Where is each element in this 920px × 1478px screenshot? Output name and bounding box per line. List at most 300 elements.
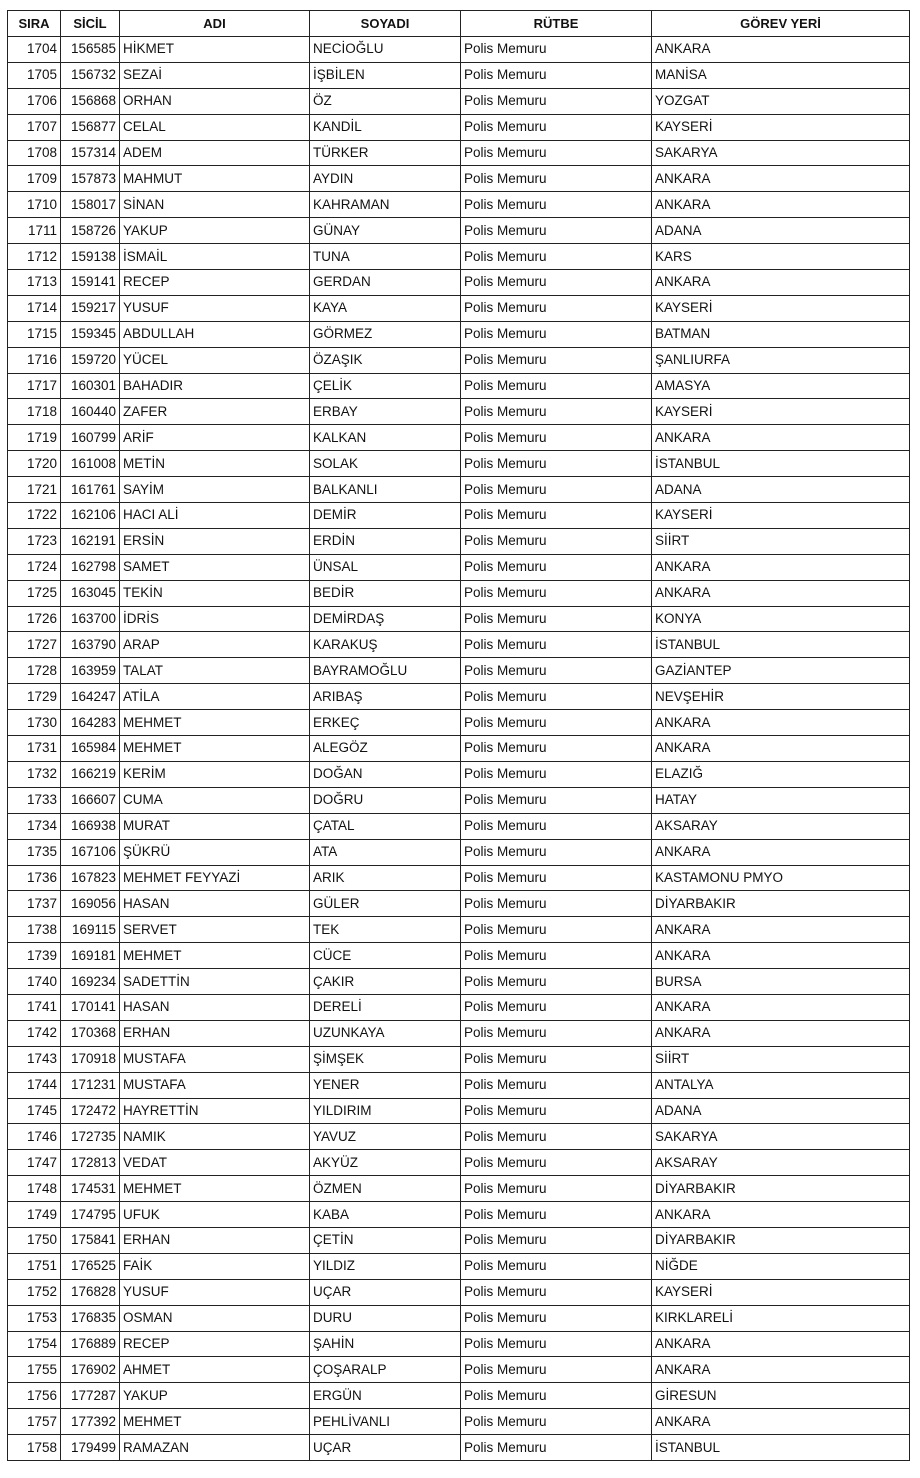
cell-sira: 1749 <box>8 1202 61 1228</box>
cell-sira: 1710 <box>8 192 61 218</box>
cell-rutbe: Polis Memuru <box>461 761 652 787</box>
cell-sira: 1715 <box>8 321 61 347</box>
cell-adi: NAMIK <box>120 1124 310 1150</box>
table-row <box>8 503 910 529</box>
cell-soyadi: ŞAHİN <box>310 1331 461 1357</box>
personnel-table <box>7 10 910 1461</box>
table-row <box>8 270 910 296</box>
cell-soyadi: ÖZAŞIK <box>310 347 461 373</box>
cell-sicil: 170141 <box>61 994 120 1020</box>
cell-adi: METİN <box>120 451 310 477</box>
cell-soyadi: ARIBAŞ <box>310 684 461 710</box>
cell-soyadi: ÖZ <box>310 88 461 114</box>
cell-rutbe: Polis Memuru <box>461 1150 652 1176</box>
cell-rutbe: Polis Memuru <box>461 1331 652 1357</box>
cell-soyadi: DEMİRDAŞ <box>310 606 461 632</box>
table-row <box>8 1150 910 1176</box>
cell-gorev-yeri: ANKARA <box>652 917 910 943</box>
cell-gorev-yeri: KAYSERİ <box>652 503 910 529</box>
table-row <box>8 140 910 166</box>
cell-adi: SAMET <box>120 554 310 580</box>
cell-sira: 1709 <box>8 166 61 192</box>
cell-adi: SİNAN <box>120 192 310 218</box>
cell-adi: ERHAN <box>120 1020 310 1046</box>
cell-soyadi: ERKEÇ <box>310 710 461 736</box>
cell-sira: 1758 <box>8 1435 61 1461</box>
cell-adi: MUSTAFA <box>120 1072 310 1098</box>
cell-sira: 1714 <box>8 295 61 321</box>
cell-rutbe: Polis Memuru <box>461 347 652 373</box>
cell-gorev-yeri: KAYSERİ <box>652 114 910 140</box>
cell-sicil: 159141 <box>61 270 120 296</box>
cell-gorev-yeri: ANKARA <box>652 580 910 606</box>
cell-soyadi: GÜLER <box>310 891 461 917</box>
cell-soyadi: UZUNKAYA <box>310 1020 461 1046</box>
cell-sicil: 169056 <box>61 891 120 917</box>
cell-gorev-yeri: ANKARA <box>652 192 910 218</box>
cell-rutbe: Polis Memuru <box>461 321 652 347</box>
cell-soyadi: YAVUZ <box>310 1124 461 1150</box>
cell-soyadi: ÇATAL <box>310 813 461 839</box>
cell-gorev-yeri: ANKARA <box>652 1409 910 1435</box>
table-row <box>8 891 910 917</box>
cell-rutbe: Polis Memuru <box>461 580 652 606</box>
table-row <box>8 1176 910 1202</box>
cell-adi: SERVET <box>120 917 310 943</box>
cell-sicil: 159217 <box>61 295 120 321</box>
table-row <box>8 1357 910 1383</box>
table-row <box>8 839 910 865</box>
cell-sira: 1736 <box>8 865 61 891</box>
cell-adi: TALAT <box>120 658 310 684</box>
cell-soyadi: KANDİL <box>310 114 461 140</box>
table-row <box>8 1098 910 1124</box>
cell-adi: SEZAİ <box>120 62 310 88</box>
cell-adi: MEHMET FEYYAZİ <box>120 865 310 891</box>
cell-soyadi: PEHLİVANLI <box>310 1409 461 1435</box>
header-sicil: SİCİL <box>61 11 120 37</box>
cell-rutbe: Polis Memuru <box>461 1435 652 1461</box>
cell-soyadi: TUNA <box>310 244 461 270</box>
cell-sicil: 160301 <box>61 373 120 399</box>
cell-sira: 1748 <box>8 1176 61 1202</box>
cell-gorev-yeri: AKSARAY <box>652 813 910 839</box>
cell-adi: İDRİS <box>120 606 310 632</box>
cell-sicil: 166219 <box>61 761 120 787</box>
cell-sicil: 160799 <box>61 425 120 451</box>
cell-sicil: 166607 <box>61 787 120 813</box>
header-row <box>8 11 910 37</box>
cell-adi: RECEP <box>120 1331 310 1357</box>
cell-sira: 1706 <box>8 88 61 114</box>
cell-sicil: 174795 <box>61 1202 120 1228</box>
cell-rutbe: Polis Memuru <box>461 1383 652 1409</box>
cell-adi: ARİF <box>120 425 310 451</box>
cell-soyadi: YENER <box>310 1072 461 1098</box>
cell-adi: MEHMET <box>120 710 310 736</box>
table-row <box>8 1020 910 1046</box>
cell-rutbe: Polis Memuru <box>461 1227 652 1253</box>
cell-adi: HAYRETTİN <box>120 1098 310 1124</box>
cell-sira: 1739 <box>8 943 61 969</box>
cell-rutbe: Polis Memuru <box>461 1046 652 1072</box>
cell-soyadi: CÜCE <box>310 943 461 969</box>
cell-adi: SADETTİN <box>120 969 310 995</box>
cell-gorev-yeri: ANKARA <box>652 1357 910 1383</box>
cell-gorev-yeri: NEVŞEHİR <box>652 684 910 710</box>
cell-sira: 1722 <box>8 503 61 529</box>
cell-gorev-yeri: SAKARYA <box>652 1124 910 1150</box>
cell-sira: 1724 <box>8 554 61 580</box>
cell-gorev-yeri: DİYARBAKIR <box>652 891 910 917</box>
cell-soyadi: ÇETİN <box>310 1227 461 1253</box>
cell-soyadi: BEDİR <box>310 580 461 606</box>
cell-rutbe: Polis Memuru <box>461 1020 652 1046</box>
cell-soyadi: ÇELİK <box>310 373 461 399</box>
cell-rutbe: Polis Memuru <box>461 994 652 1020</box>
cell-adi: YAKUP <box>120 218 310 244</box>
cell-sicil: 159138 <box>61 244 120 270</box>
cell-adi: VEDAT <box>120 1150 310 1176</box>
cell-adi: MAHMUT <box>120 166 310 192</box>
cell-rutbe: Polis Memuru <box>461 736 652 762</box>
cell-rutbe: Polis Memuru <box>461 606 652 632</box>
cell-adi: CUMA <box>120 787 310 813</box>
table-row <box>8 1046 910 1072</box>
cell-sira: 1719 <box>8 425 61 451</box>
cell-rutbe: Polis Memuru <box>461 943 652 969</box>
cell-sira: 1741 <box>8 994 61 1020</box>
table-row <box>8 1409 910 1435</box>
table-row <box>8 451 910 477</box>
cell-sicil: 160440 <box>61 399 120 425</box>
cell-adi: ABDULLAH <box>120 321 310 347</box>
table-row <box>8 736 910 762</box>
cell-rutbe: Polis Memuru <box>461 295 652 321</box>
cell-soyadi: AKYÜZ <box>310 1150 461 1176</box>
table-row <box>8 399 910 425</box>
cell-gorev-yeri: DİYARBAKIR <box>652 1176 910 1202</box>
table-row <box>8 1383 910 1409</box>
cell-gorev-yeri: ADANA <box>652 218 910 244</box>
cell-adi: MURAT <box>120 813 310 839</box>
cell-rutbe: Polis Memuru <box>461 477 652 503</box>
header-rutbe: RÜTBE <box>461 11 652 37</box>
cell-rutbe: Polis Memuru <box>461 1098 652 1124</box>
table-row <box>8 994 910 1020</box>
cell-gorev-yeri: ŞANLIURFA <box>652 347 910 373</box>
cell-sicil: 161008 <box>61 451 120 477</box>
cell-rutbe: Polis Memuru <box>461 554 652 580</box>
cell-sicil: 164283 <box>61 710 120 736</box>
cell-sira: 1755 <box>8 1357 61 1383</box>
cell-gorev-yeri: ANKARA <box>652 1202 910 1228</box>
cell-sicil: 167106 <box>61 839 120 865</box>
cell-gorev-yeri: NİĞDE <box>652 1253 910 1279</box>
cell-soyadi: ÜNSAL <box>310 554 461 580</box>
cell-rutbe: Polis Memuru <box>461 891 652 917</box>
cell-sicil: 161761 <box>61 477 120 503</box>
cell-adi: İSMAİL <box>120 244 310 270</box>
cell-soyadi: AYDIN <box>310 166 461 192</box>
cell-sicil: 163700 <box>61 606 120 632</box>
cell-sira: 1756 <box>8 1383 61 1409</box>
cell-soyadi: ERBAY <box>310 399 461 425</box>
cell-sira: 1752 <box>8 1279 61 1305</box>
cell-gorev-yeri: BATMAN <box>652 321 910 347</box>
cell-rutbe: Polis Memuru <box>461 140 652 166</box>
cell-rutbe: Polis Memuru <box>461 218 652 244</box>
table-row <box>8 1331 910 1357</box>
cell-rutbe: Polis Memuru <box>461 969 652 995</box>
cell-rutbe: Polis Memuru <box>461 166 652 192</box>
cell-rutbe: Polis Memuru <box>461 88 652 114</box>
cell-gorev-yeri: İSTANBUL <box>652 451 910 477</box>
cell-soyadi: ARIK <box>310 865 461 891</box>
table-row <box>8 943 910 969</box>
cell-gorev-yeri: MANİSA <box>652 62 910 88</box>
cell-sira: 1717 <box>8 373 61 399</box>
table-row <box>8 1227 910 1253</box>
cell-sicil: 177392 <box>61 1409 120 1435</box>
cell-sira: 1746 <box>8 1124 61 1150</box>
cell-adi: RECEP <box>120 270 310 296</box>
cell-sira: 1734 <box>8 813 61 839</box>
cell-adi: CELAL <box>120 114 310 140</box>
cell-gorev-yeri: GAZİANTEP <box>652 658 910 684</box>
cell-gorev-yeri: BURSA <box>652 969 910 995</box>
cell-gorev-yeri: ANKARA <box>652 943 910 969</box>
cell-adi: ERHAN <box>120 1227 310 1253</box>
cell-soyadi: ATA <box>310 839 461 865</box>
cell-soyadi: DURU <box>310 1305 461 1331</box>
table-row <box>8 1305 910 1331</box>
cell-sira: 1750 <box>8 1227 61 1253</box>
cell-rutbe: Polis Memuru <box>461 1072 652 1098</box>
cell-sira: 1751 <box>8 1253 61 1279</box>
cell-rutbe: Polis Memuru <box>461 270 652 296</box>
cell-adi: ORHAN <box>120 88 310 114</box>
table-row <box>8 528 910 554</box>
cell-rutbe: Polis Memuru <box>461 710 652 736</box>
table-row <box>8 218 910 244</box>
table-row <box>8 1202 910 1228</box>
cell-sicil: 165984 <box>61 736 120 762</box>
cell-sicil: 174531 <box>61 1176 120 1202</box>
cell-sira: 1704 <box>8 37 61 63</box>
cell-adi: ŞÜKRÜ <box>120 839 310 865</box>
cell-sicil: 156868 <box>61 88 120 114</box>
cell-gorev-yeri: KONYA <box>652 606 910 632</box>
table-row <box>8 347 910 373</box>
cell-rutbe: Polis Memuru <box>461 684 652 710</box>
cell-adi: ATİLA <box>120 684 310 710</box>
cell-sicil: 169115 <box>61 917 120 943</box>
table-row <box>8 192 910 218</box>
cell-adi: MUSTAFA <box>120 1046 310 1072</box>
cell-sicil: 159345 <box>61 321 120 347</box>
cell-gorev-yeri: SAKARYA <box>652 140 910 166</box>
cell-sira: 1731 <box>8 736 61 762</box>
cell-rutbe: Polis Memuru <box>461 658 652 684</box>
header-soyadi: SOYADI <box>310 11 461 37</box>
cell-adi: HİKMET <box>120 37 310 63</box>
cell-sicil: 163959 <box>61 658 120 684</box>
cell-rutbe: Polis Memuru <box>461 37 652 63</box>
cell-soyadi: KAHRAMAN <box>310 192 461 218</box>
cell-gorev-yeri: ANKARA <box>652 1331 910 1357</box>
cell-gorev-yeri: KAYSERİ <box>652 1279 910 1305</box>
cell-rutbe: Polis Memuru <box>461 1409 652 1435</box>
cell-sicil: 172735 <box>61 1124 120 1150</box>
cell-sicil: 179499 <box>61 1435 120 1461</box>
cell-gorev-yeri: ANKARA <box>652 554 910 580</box>
table-row <box>8 62 910 88</box>
table-row <box>8 865 910 891</box>
cell-gorev-yeri: YOZGAT <box>652 88 910 114</box>
cell-gorev-yeri: GİRESUN <box>652 1383 910 1409</box>
cell-sicil: 176902 <box>61 1357 120 1383</box>
cell-adi: MEHMET <box>120 1409 310 1435</box>
cell-rutbe: Polis Memuru <box>461 1305 652 1331</box>
cell-sira: 1747 <box>8 1150 61 1176</box>
cell-sira: 1712 <box>8 244 61 270</box>
cell-sira: 1711 <box>8 218 61 244</box>
cell-gorev-yeri: ANKARA <box>652 166 910 192</box>
cell-adi: UFUK <box>120 1202 310 1228</box>
cell-soyadi: ŞİMŞEK <box>310 1046 461 1072</box>
table-row <box>8 477 910 503</box>
cell-sicil: 177287 <box>61 1383 120 1409</box>
cell-rutbe: Polis Memuru <box>461 632 652 658</box>
cell-gorev-yeri: İSTANBUL <box>652 632 910 658</box>
cell-soyadi: SOLAK <box>310 451 461 477</box>
cell-soyadi: KABA <box>310 1202 461 1228</box>
cell-sira: 1729 <box>8 684 61 710</box>
cell-soyadi: YILDIRIM <box>310 1098 461 1124</box>
cell-sira: 1723 <box>8 528 61 554</box>
cell-sira: 1720 <box>8 451 61 477</box>
table-row <box>8 37 910 63</box>
cell-rutbe: Polis Memuru <box>461 1176 652 1202</box>
cell-sira: 1757 <box>8 1409 61 1435</box>
header-sira: SIRA <box>8 11 61 37</box>
cell-soyadi: DEMİR <box>310 503 461 529</box>
cell-rutbe: Polis Memuru <box>461 917 652 943</box>
cell-sira: 1743 <box>8 1046 61 1072</box>
cell-rutbe: Polis Memuru <box>461 399 652 425</box>
cell-adi: MEHMET <box>120 736 310 762</box>
cell-sira: 1716 <box>8 347 61 373</box>
table-row <box>8 606 910 632</box>
cell-sira: 1742 <box>8 1020 61 1046</box>
cell-sicil: 157873 <box>61 166 120 192</box>
cell-gorev-yeri: ANKARA <box>652 839 910 865</box>
cell-adi: FAİK <box>120 1253 310 1279</box>
cell-gorev-yeri: SİİRT <box>652 528 910 554</box>
cell-gorev-yeri: AKSARAY <box>652 1150 910 1176</box>
cell-gorev-yeri: İSTANBUL <box>652 1435 910 1461</box>
document-page <box>7 10 909 1461</box>
cell-rutbe: Polis Memuru <box>461 451 652 477</box>
cell-soyadi: ÖZMEN <box>310 1176 461 1202</box>
cell-soyadi: DOĞRU <box>310 787 461 813</box>
cell-sira: 1738 <box>8 917 61 943</box>
cell-sicil: 176525 <box>61 1253 120 1279</box>
cell-gorev-yeri: ANKARA <box>652 425 910 451</box>
table-row <box>8 554 910 580</box>
cell-sira: 1727 <box>8 632 61 658</box>
cell-sicil: 156585 <box>61 37 120 63</box>
table-row <box>8 166 910 192</box>
cell-adi: YUSUF <box>120 295 310 321</box>
cell-sira: 1740 <box>8 969 61 995</box>
cell-adi: KERİM <box>120 761 310 787</box>
cell-soyadi: TEK <box>310 917 461 943</box>
cell-soyadi: ERDİN <box>310 528 461 554</box>
cell-gorev-yeri: KARS <box>652 244 910 270</box>
cell-rutbe: Polis Memuru <box>461 425 652 451</box>
cell-sicil: 170918 <box>61 1046 120 1072</box>
cell-adi: YÜCEL <box>120 347 310 373</box>
cell-soyadi: DOĞAN <box>310 761 461 787</box>
cell-gorev-yeri: ANTALYA <box>652 1072 910 1098</box>
table-row <box>8 710 910 736</box>
table-row <box>8 373 910 399</box>
cell-sicil: 176889 <box>61 1331 120 1357</box>
cell-adi: ZAFER <box>120 399 310 425</box>
cell-soyadi: KARAKUŞ <box>310 632 461 658</box>
cell-rutbe: Polis Memuru <box>461 114 652 140</box>
cell-rutbe: Polis Memuru <box>461 813 652 839</box>
cell-sicil: 170368 <box>61 1020 120 1046</box>
cell-adi: HASAN <box>120 891 310 917</box>
cell-gorev-yeri: DİYARBAKIR <box>652 1227 910 1253</box>
cell-rutbe: Polis Memuru <box>461 62 652 88</box>
cell-soyadi: İŞBİLEN <box>310 62 461 88</box>
cell-gorev-yeri: HATAY <box>652 787 910 813</box>
table-row <box>8 244 910 270</box>
cell-sicil: 162191 <box>61 528 120 554</box>
cell-rutbe: Polis Memuru <box>461 503 652 529</box>
cell-sira: 1707 <box>8 114 61 140</box>
cell-soyadi: YILDIZ <box>310 1253 461 1279</box>
cell-adi: YUSUF <box>120 1279 310 1305</box>
cell-sicil: 157314 <box>61 140 120 166</box>
table-row <box>8 658 910 684</box>
cell-rutbe: Polis Memuru <box>461 787 652 813</box>
cell-soyadi: BALKANLI <box>310 477 461 503</box>
cell-sicil: 156877 <box>61 114 120 140</box>
cell-rutbe: Polis Memuru <box>461 1279 652 1305</box>
cell-gorev-yeri: ELAZIĞ <box>652 761 910 787</box>
cell-adi: RAMAZAN <box>120 1435 310 1461</box>
cell-soyadi: TÜRKER <box>310 140 461 166</box>
cell-soyadi: ERGÜN <box>310 1383 461 1409</box>
cell-soyadi: KALKAN <box>310 425 461 451</box>
cell-soyadi: KAYA <box>310 295 461 321</box>
cell-sira: 1745 <box>8 1098 61 1124</box>
cell-soyadi: BAYRAMOĞLU <box>310 658 461 684</box>
cell-gorev-yeri: KAYSERİ <box>652 399 910 425</box>
cell-adi: ARAP <box>120 632 310 658</box>
cell-sira: 1705 <box>8 62 61 88</box>
cell-sira: 1744 <box>8 1072 61 1098</box>
cell-sicil: 172472 <box>61 1098 120 1124</box>
cell-gorev-yeri: SİİRT <box>652 1046 910 1072</box>
cell-gorev-yeri: ANKARA <box>652 710 910 736</box>
cell-sicil: 175841 <box>61 1227 120 1253</box>
